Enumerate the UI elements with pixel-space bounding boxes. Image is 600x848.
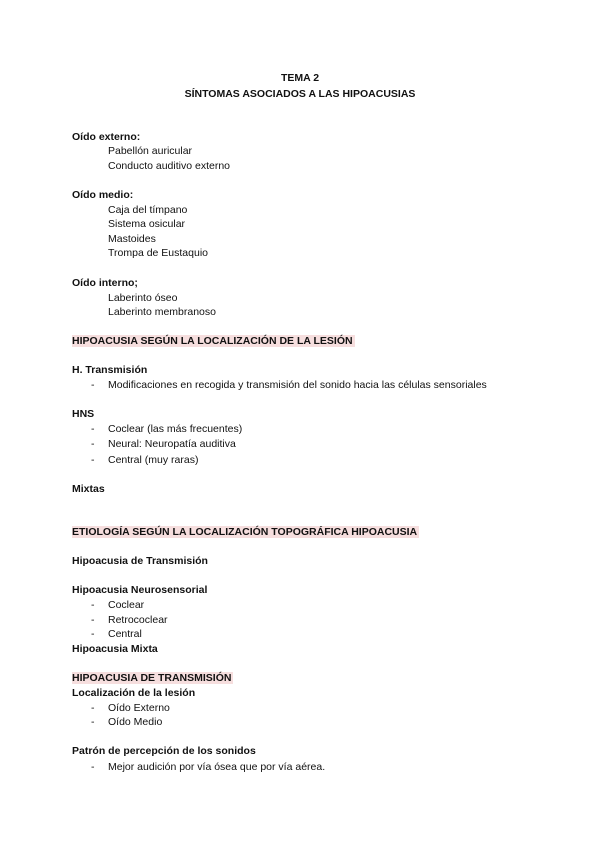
bullet-dash: - [91,599,95,611]
bullet-dash: - [91,702,95,714]
list-item: Coclear [108,599,145,611]
hipoacusia-mixta-heading: Hipoacusia Mixta [72,643,158,655]
list-item: Laberinto membranoso [108,306,216,318]
list-item: Mejor audición por vía ósea que por vía aérea. [108,761,326,773]
list-item: Oído Medio [108,716,163,728]
doc-title-line2: SÍNTOMAS ASOCIADOS A LAS HIPOACUSIAS [184,88,416,100]
doc-title-line1: TEMA 2 [280,72,320,84]
bullet-dash: - [91,628,95,640]
list-item: Central (muy raras) [108,454,199,466]
ear-external-heading: Oído externo: [72,131,141,143]
bullet-dash: - [91,423,95,435]
list-item: Retrococlear [108,614,168,626]
bullet-dash: - [91,614,95,626]
list-item: Caja del tímpano [108,204,188,216]
hipoacusia-transmision-heading: Hipoacusia de Transmisión [72,555,208,567]
ear-inner-heading: Oído interno; [72,277,138,289]
mixtas-heading: Mixtas [72,483,105,495]
transmision-heading: H. Transmisión [72,364,148,376]
list-item: Coclear (las más frecuentes) [108,423,243,435]
list-item: Central [108,628,142,640]
section-heading-localizacion [72,335,355,348]
list-item: Conducto auditivo externo [108,160,230,172]
section-heading-text: HIPOACUSIA DE TRANSMISIÓN [72,672,232,684]
section-heading-transmision [72,672,233,685]
bullet-dash: - [91,454,95,466]
list-item: Oído Externo [108,702,170,714]
list-item: Neural: Neuropatía auditiva [108,438,236,450]
bullet-dash: - [91,761,95,773]
list-item: Laberinto óseo [108,292,178,304]
list-item: Mastoides [108,233,156,245]
section-heading-text: HIPOACUSIA SEGÚN LA LOCALIZACIÓN DE LA LESIÓN [72,335,353,347]
localizacion-heading: Localización de la lesión [72,687,196,699]
ear-middle-heading: Oído medio: [72,189,134,201]
list-item: Modificaciones en recogida y transmisión del sonido hacia las células sensoriales [108,379,487,391]
bullet-dash: - [91,438,95,450]
bullet-dash: - [91,716,95,728]
bullet-dash: - [91,379,95,391]
hipoacusia-neuro-heading: Hipoacusia Neurosensorial [72,584,208,596]
list-item: Trompa de Eustaquio [108,247,209,259]
patron-heading: Patrón de percepción de los sonidos [72,745,256,757]
section-heading-text: ETIOLOGÍA SEGÚN LA LOCALIZACIÓN TOPOGRÁFICA HIPOACUSIA [72,526,418,538]
list-item: Sistema osicular [108,218,186,230]
hns-heading: HNS [72,408,95,420]
list-item: Pabellón auricular [108,145,193,157]
section-heading-etiologia [72,526,419,539]
